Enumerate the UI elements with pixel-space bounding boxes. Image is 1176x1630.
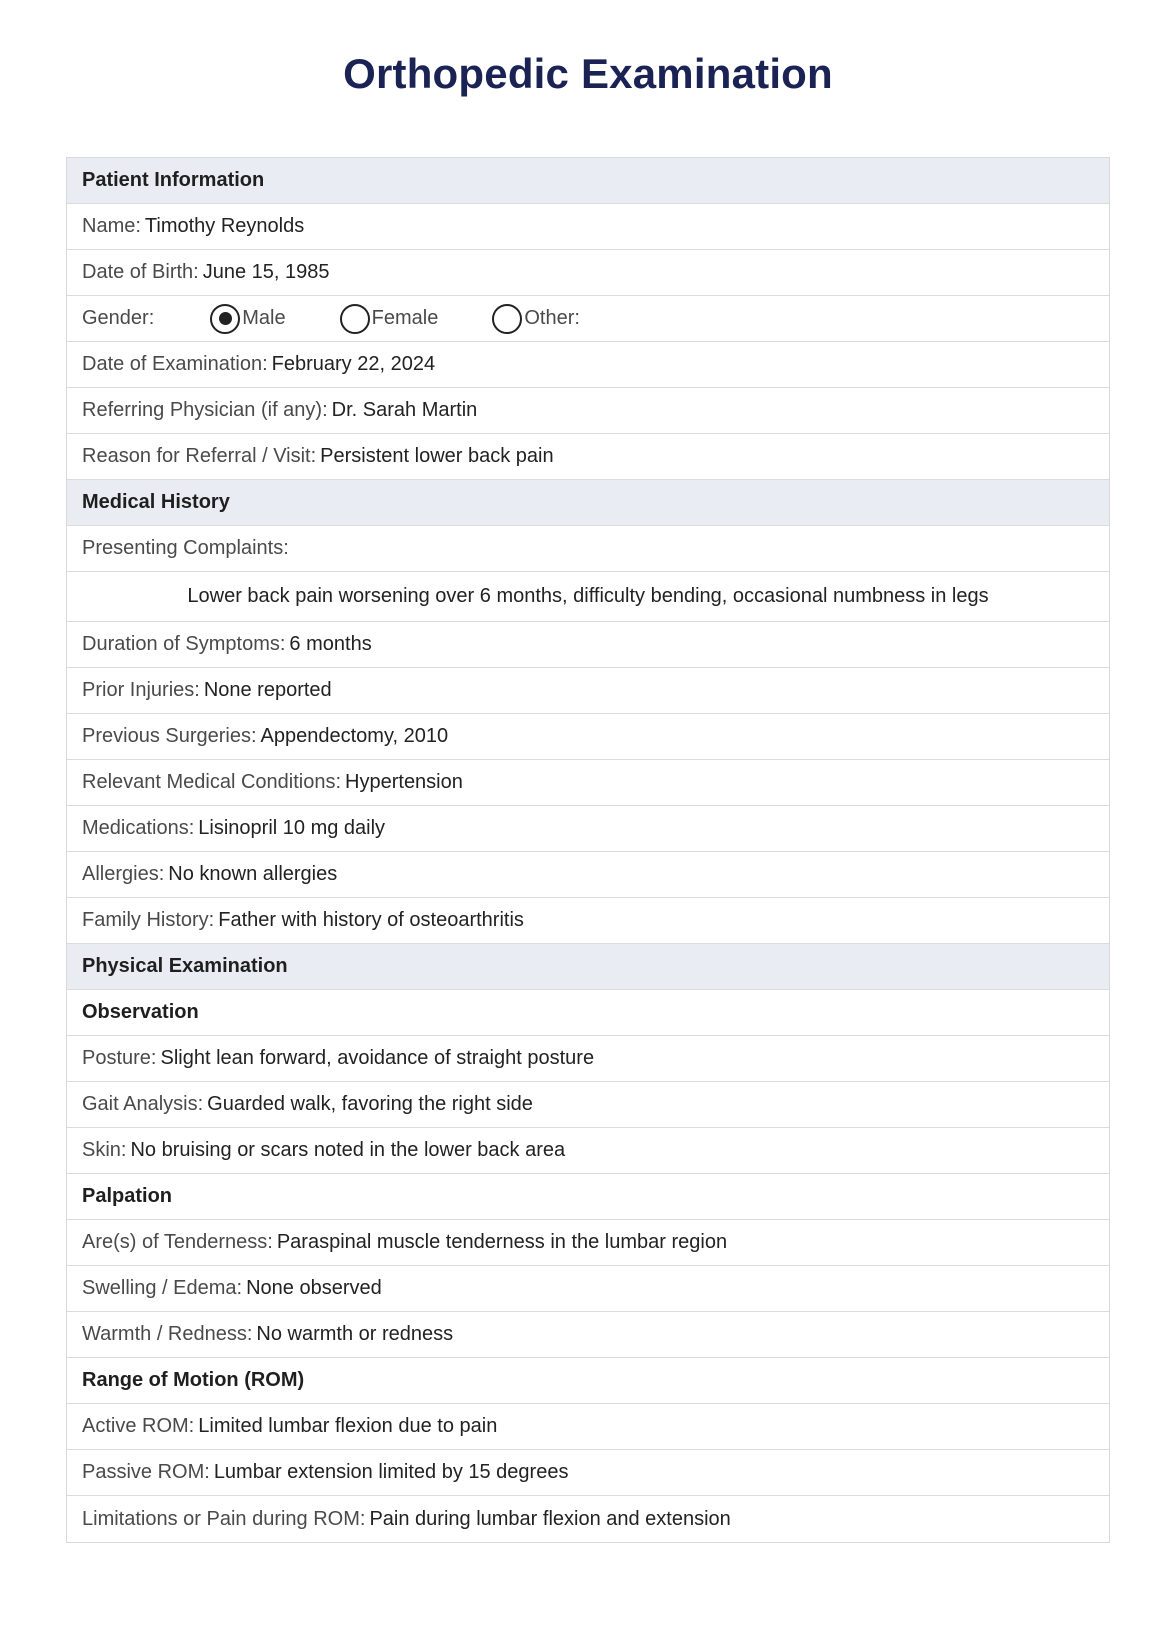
family-history-row bbox=[67, 898, 1109, 944]
swelling-row bbox=[67, 1266, 1109, 1312]
gender-label: Gender: bbox=[82, 307, 155, 329]
exam-date-row bbox=[67, 342, 1109, 388]
passive-rom-field[interactable]: Lumbar extension limited by 15 degrees bbox=[213, 1461, 569, 1483]
warmth-field[interactable]: No warmth or redness bbox=[256, 1323, 454, 1345]
posture-row bbox=[67, 1036, 1109, 1082]
gender-option-male[interactable] bbox=[210, 304, 285, 334]
allergies-field[interactable]: No known allergies bbox=[168, 863, 338, 885]
gender-other-label: Other: bbox=[524, 307, 580, 329]
prior-injuries-field[interactable]: None reported bbox=[203, 679, 332, 701]
medications-field[interactable]: Lisinopril 10 mg daily bbox=[198, 817, 386, 839]
duration-row bbox=[67, 622, 1109, 668]
gender-row bbox=[67, 296, 1109, 342]
gait-field[interactable]: Guarded walk, favoring the right side bbox=[207, 1093, 533, 1115]
previous-surgeries-label: Previous Surgeries: bbox=[82, 725, 257, 747]
presenting-complaints-field[interactable]: Lower back pain worsening over 6 months, difficulty bending, occasional numbness in legs bbox=[187, 585, 989, 607]
skin-label: Skin: bbox=[82, 1139, 127, 1161]
presenting-complaints-label: Presenting Complaints: bbox=[82, 537, 289, 559]
dob-row bbox=[67, 250, 1109, 296]
gender-female-label: Female bbox=[371, 307, 439, 329]
subsection-header-palpation: Palpation bbox=[67, 1174, 1109, 1220]
medical-conditions-label: Relevant Medical Conditions: bbox=[82, 771, 342, 793]
presenting-complaints-row bbox=[67, 526, 1109, 572]
posture-field[interactable]: Slight lean forward, avoidance of straight posture bbox=[160, 1047, 595, 1069]
gender-other-radio[interactable] bbox=[492, 304, 522, 334]
active-rom-field[interactable]: Limited lumbar flexion due to pain bbox=[198, 1415, 498, 1437]
tenderness-field[interactable]: Paraspinal muscle tenderness in the lumbar region bbox=[276, 1231, 728, 1253]
allergies-row bbox=[67, 852, 1109, 898]
referral-reason-field[interactable]: Persistent lower back pain bbox=[320, 445, 554, 467]
section-header-patient-information: Patient Information bbox=[67, 158, 1109, 204]
allergies-label: Allergies: bbox=[82, 863, 165, 885]
exam-date-field[interactable]: February 22, 2024 bbox=[271, 353, 436, 375]
duration-field[interactable]: 6 months bbox=[289, 633, 372, 655]
section-header-medical-history: Medical History bbox=[67, 480, 1109, 526]
subsection-header-observation: Observation bbox=[67, 990, 1109, 1036]
warmth-label: Warmth / Redness: bbox=[82, 1323, 253, 1345]
gender-radio-group bbox=[210, 304, 634, 334]
name-label: Name: bbox=[82, 215, 141, 237]
medications-row bbox=[67, 806, 1109, 852]
passive-rom-row bbox=[67, 1450, 1109, 1496]
subsection-header-range-of-motion: Range of Motion (ROM) bbox=[67, 1358, 1109, 1404]
name-field[interactable]: Timothy Reynolds bbox=[144, 215, 305, 237]
gait-row bbox=[67, 1082, 1109, 1128]
examination-form bbox=[66, 157, 1110, 1543]
active-rom-row bbox=[67, 1404, 1109, 1450]
duration-label: Duration of Symptoms: bbox=[82, 633, 286, 655]
medications-label: Medications: bbox=[82, 817, 195, 839]
gait-label: Gait Analysis: bbox=[82, 1093, 204, 1115]
warmth-row bbox=[67, 1312, 1109, 1358]
medical-conditions-field[interactable]: Hypertension bbox=[345, 771, 463, 793]
prior-injuries-label: Prior Injuries: bbox=[82, 679, 200, 701]
referring-physician-label: Referring Physician (if any): bbox=[82, 399, 328, 421]
dob-label: Date of Birth: bbox=[82, 261, 199, 283]
gender-option-female[interactable] bbox=[340, 304, 439, 334]
gender-male-label: Male bbox=[242, 307, 286, 329]
referral-reason-label: Reason for Referral / Visit: bbox=[82, 445, 317, 467]
referring-physician-field[interactable]: Dr. Sarah Martin bbox=[331, 399, 478, 421]
prior-injuries-row bbox=[67, 668, 1109, 714]
previous-surgeries-field[interactable]: Appendectomy, 2010 bbox=[260, 725, 449, 747]
previous-surgeries-row bbox=[67, 714, 1109, 760]
passive-rom-label: Passive ROM: bbox=[82, 1461, 210, 1483]
referring-physician-row bbox=[67, 388, 1109, 434]
dob-field[interactable]: June 15, 1985 bbox=[202, 261, 330, 283]
name-row bbox=[67, 204, 1109, 250]
skin-field[interactable]: No bruising or scars noted in the lower back area bbox=[130, 1139, 566, 1161]
exam-date-label: Date of Examination: bbox=[82, 353, 268, 375]
family-history-label: Family History: bbox=[82, 909, 215, 931]
page-title: Orthopedic Examination bbox=[343, 50, 833, 97]
medical-conditions-row bbox=[67, 760, 1109, 806]
posture-label: Posture: bbox=[82, 1047, 157, 1069]
tenderness-row bbox=[67, 1220, 1109, 1266]
swelling-field[interactable]: None observed bbox=[246, 1277, 382, 1299]
rom-limitations-row bbox=[67, 1496, 1109, 1542]
rom-limitations-field[interactable]: Pain during lumbar flexion and extension bbox=[369, 1507, 731, 1530]
gender-male-radio[interactable] bbox=[210, 304, 240, 334]
gender-option-other[interactable] bbox=[492, 304, 580, 334]
gender-female-radio[interactable] bbox=[340, 304, 370, 334]
presenting-complaints-value-row bbox=[67, 572, 1109, 622]
radio-selected-dot bbox=[219, 312, 232, 325]
skin-row bbox=[67, 1128, 1109, 1174]
family-history-field[interactable]: Father with history of osteoarthritis bbox=[218, 909, 524, 931]
section-header-physical-examination: Physical Examination bbox=[67, 944, 1109, 990]
active-rom-label: Active ROM: bbox=[82, 1415, 195, 1437]
rom-limitations-label: Limitations or Pain during ROM: bbox=[82, 1507, 366, 1530]
swelling-label: Swelling / Edema: bbox=[82, 1277, 243, 1299]
tenderness-label: Are(s) of Tenderness: bbox=[82, 1231, 273, 1253]
referral-reason-row bbox=[67, 434, 1109, 480]
